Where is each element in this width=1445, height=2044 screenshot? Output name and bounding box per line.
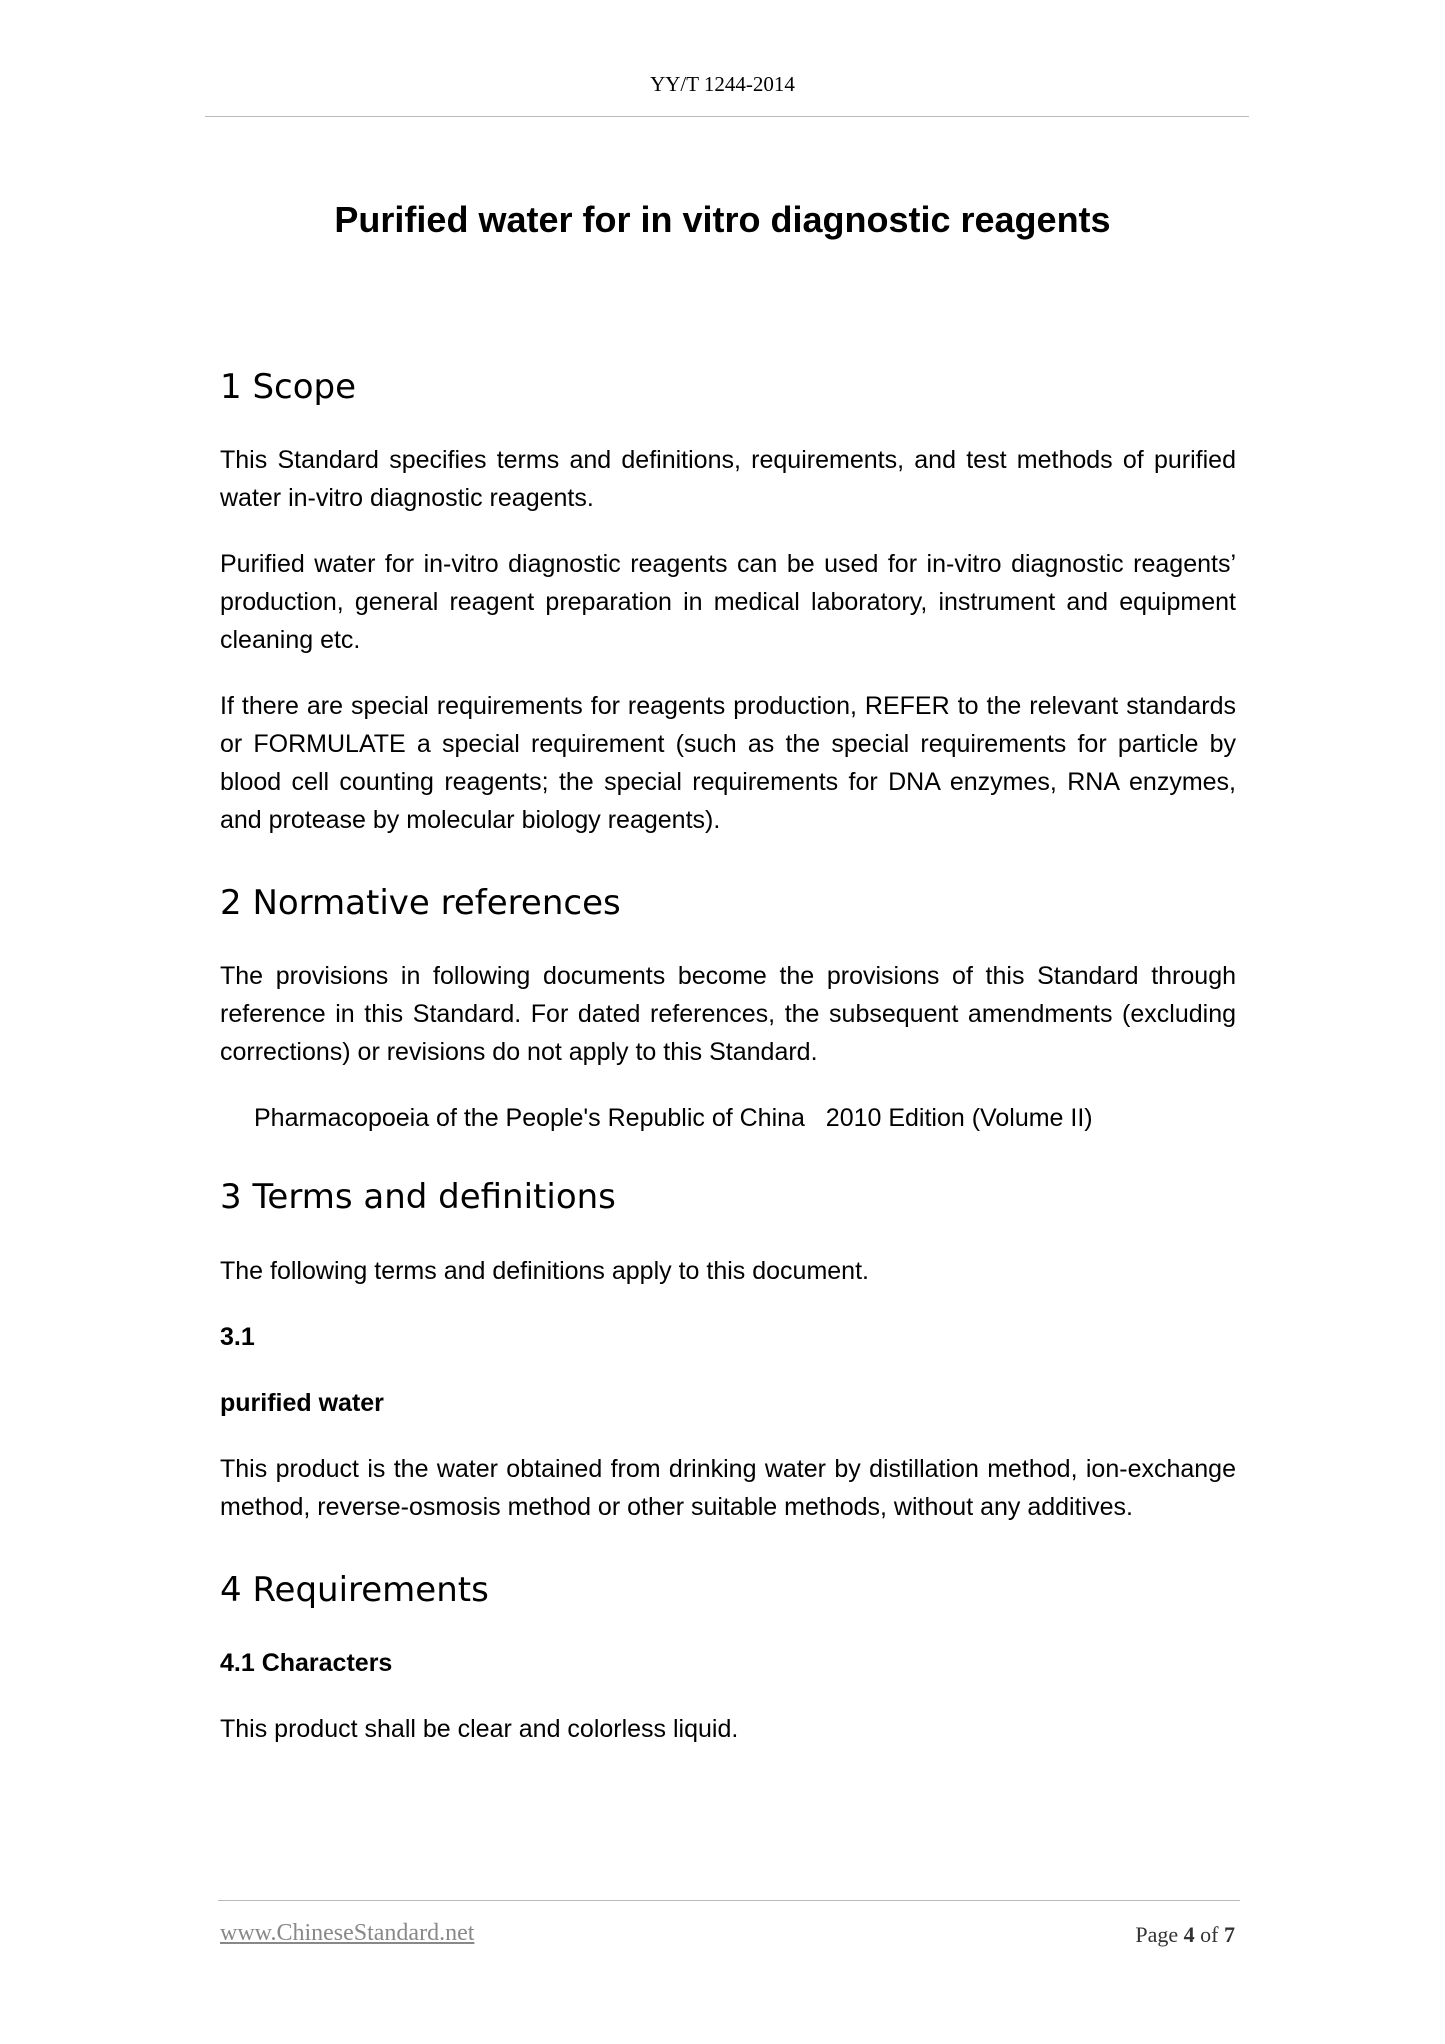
normative-reference-item: Pharmacopoeia of the People's Republic of China 2010 Edition (Volume II) <box>254 1104 1093 1133</box>
scope-paragraph-2: Purified water for in-vitro diagnostic reagents can be used for in-vitro diagnostic reagents’ production, general reagent preparation in medical laboratory, instrument and equipment cleaning etc. <box>220 550 1236 655</box>
page-mid: of <box>1194 1922 1224 1947</box>
normative-paragraph-1: The provisions in following documents become the provisions of this Standard through reference in this Standard. For dated references, the subsequent amendments (excluding corrections) or revisions do not apply to this Standard. <box>220 962 1236 1067</box>
requirements-subheading-characters: 4.1 Characters <box>220 1648 393 1677</box>
page-current: 4 <box>1183 1922 1195 1947</box>
scope-paragraph-3: If there are special requirements for reagents production, REFER to the relevant standards or FORMULATE a special requirement (such as the special requirements for particle by blood cell counting reagents; the special requirements for DNA enzymes, RNA enzymes, and protease by molecular biology reagents). <box>220 692 1236 835</box>
document-title: Purified water for in vitro diagnostic reagents <box>334 199 1111 240</box>
section-heading-terms: 3 Terms and definitions <box>220 1177 616 1218</box>
terms-paragraph-1: The following terms and definitions apply to this document. <box>220 1256 869 1285</box>
section-heading-requirements: 4 Requirements <box>220 1569 489 1610</box>
footer-divider <box>218 1900 1240 1901</box>
scope-paragraph-1: This Standard specifies terms and definitions, requirements, and test methods of purified water in-vitro diagnostic reagents. <box>220 446 1236 513</box>
footer-website-link[interactable]: www.ChineseStandard.net <box>220 1920 475 1946</box>
page-total: 7 <box>1224 1922 1235 1947</box>
term-definition: This product is the water obtained from drinking water by distillation method, ion-exchange method, reverse-osmosis method or other suitable methods, without any additives. <box>220 1454 1236 1521</box>
header-divider <box>205 116 1249 117</box>
page-prefix: Page <box>1135 1922 1184 1947</box>
section-heading-normative-references: 2 Normative references <box>220 883 621 924</box>
term-name: purified water <box>220 1388 384 1417</box>
requirements-paragraph-1: This product shall be clear and colorless liquid. <box>220 1714 739 1743</box>
document-body <box>220 365 1236 1776</box>
section-heading-scope: 1 Scope <box>220 367 357 407</box>
header-standard-code: YY/T 1244-2014 <box>650 72 795 96</box>
footer-page-number <box>1135 1922 1235 1948</box>
term-number: 3.1 <box>220 1322 255 1351</box>
